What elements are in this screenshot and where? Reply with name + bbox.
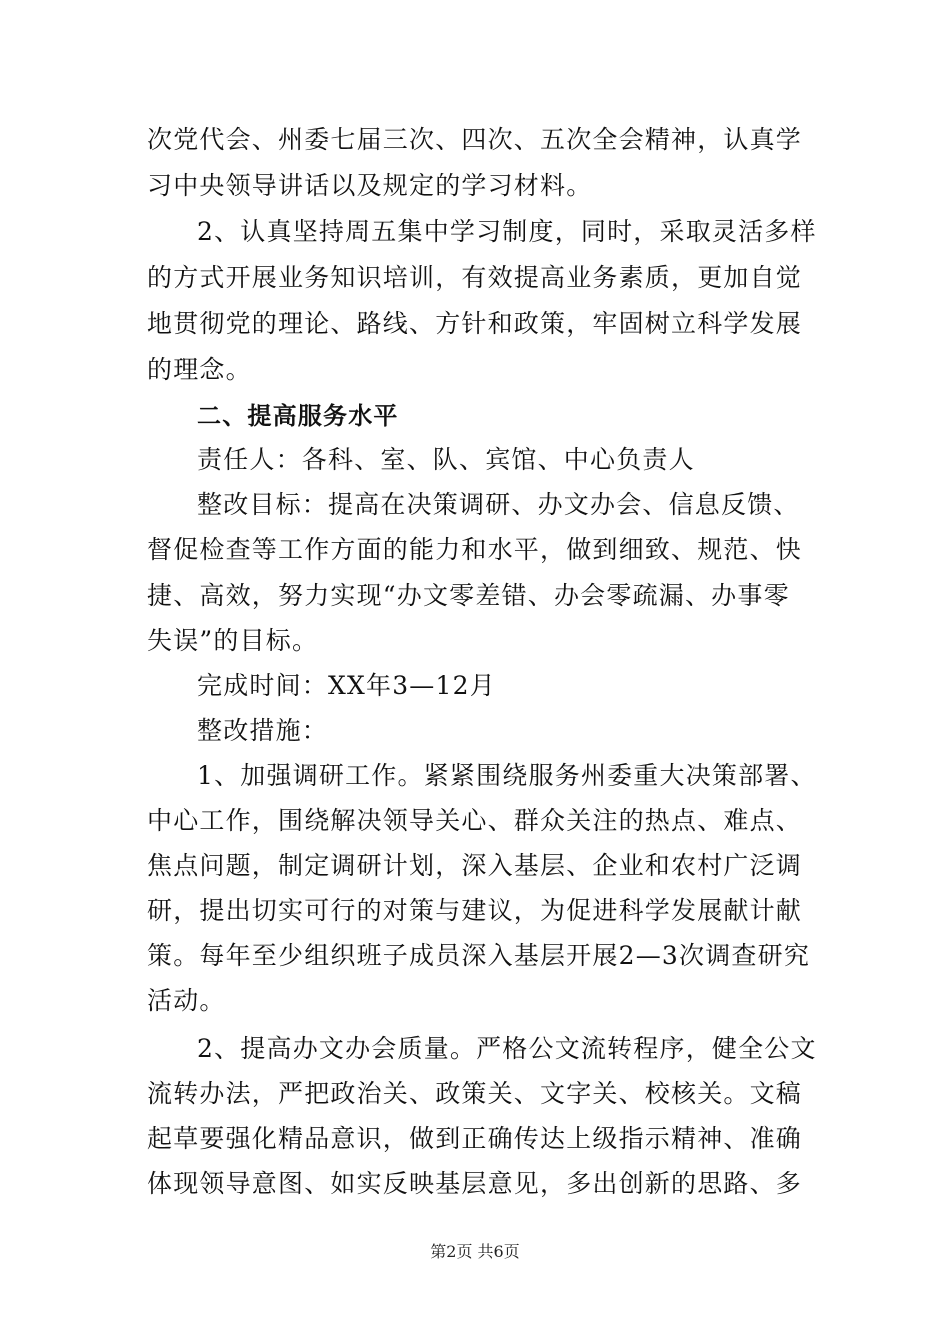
body-text-line: 整改目标：提高在决策调研、办文办会、信息反馈、	[197, 490, 800, 519]
body-text-line: 流转办法，严把政治关、政策关、文字关、校核关。文稿	[147, 1079, 803, 1108]
body-text-line: 的理念。	[147, 355, 252, 384]
body-text-line: 1、加强调研工作。紧紧围绕服务州委重大决策部署、	[197, 761, 817, 790]
body-text-line: 焦点问题，制定调研计划，深入基层、企业和农村广泛调	[147, 851, 803, 880]
body-text-line: 起草要强化精品意识，做到正确传达上级指示精神、准确	[147, 1124, 803, 1153]
section-heading: 二、提高服务水平	[197, 402, 399, 430]
body-text-line: 活动。	[147, 986, 226, 1015]
body-text-line: 次党代会、州委七届三次、四次、五次全会精神，认真学	[147, 125, 803, 154]
body-text-line: 策。每年至少组织班子成员深入基层开展2—3次调查研究	[147, 941, 811, 970]
body-text-line: 捷、高效，努力实现“办文零差错、办会零疏漏、办事零	[147, 581, 790, 610]
page-footer: 第2页 共6页	[430, 1242, 520, 1261]
body-text-line: 研，提出切实可行的对策与建议，为促进科学发展献计献	[147, 896, 803, 925]
body-text-line: 督促检查等工作方面的能力和水平，做到细致、规范、快	[147, 535, 803, 564]
body-text-line: 失误”的目标。	[147, 626, 319, 655]
body-text-line: 地贯彻党的理论、路线、方针和政策，牢固树立科学发展	[147, 309, 803, 338]
body-text-line: 习中央领导讲话以及规定的学习材料。	[147, 171, 593, 200]
body-text-line: 2、提高办文办会质量。严格公文流转程序，健全公文	[197, 1034, 817, 1063]
body-text-line: 责任人：各科、室、队、宾馆、中心负责人	[197, 445, 695, 474]
body-text-line: 体现领导意图、如实反映基层意见，多出创新的思路、多	[147, 1169, 803, 1198]
body-text-line: 的方式开展业务知识培训，有效提高业务素质，更加自觉	[147, 263, 803, 292]
body-text-line: 整改措施：	[197, 716, 329, 745]
body-text-line: 完成时间：XX年3—12月	[197, 671, 496, 700]
body-text-line: 2、认真坚持周五集中学习制度，同时，采取灵活多样	[197, 217, 817, 246]
body-text-line: 中心工作，围绕解决领导关心、群众关注的热点、难点、	[147, 806, 803, 835]
